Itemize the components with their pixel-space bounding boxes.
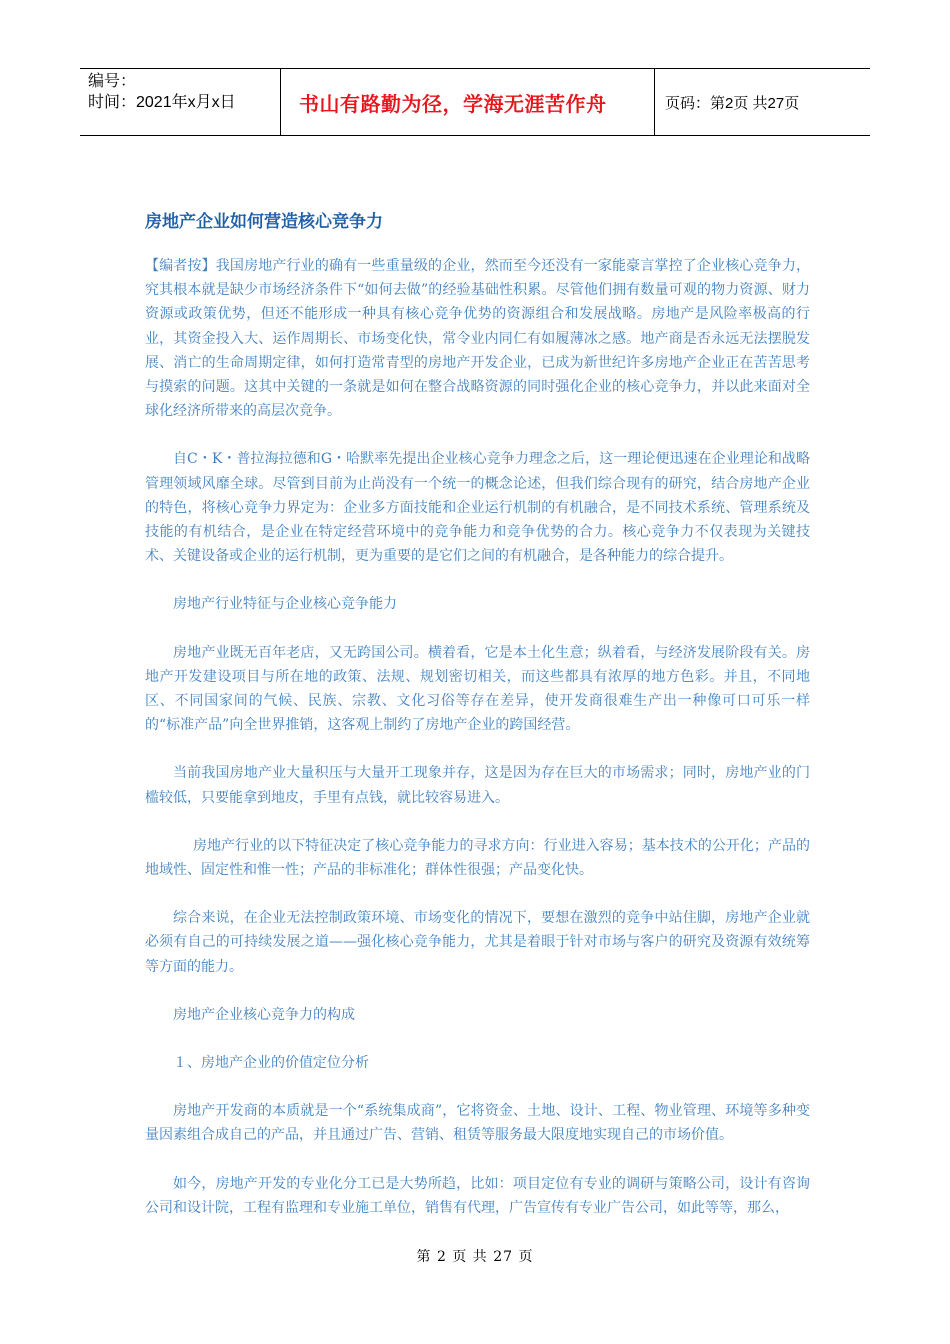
article-body [145, 254, 810, 1244]
section-heading: 房地产企业核心竞争力的构成 [173, 1006, 355, 1023]
paragraph: 综合来说，在企业无法控制政策环境、市场变化的情况下，要想在激烈的竞争中站住脚，房地产企业就必须有自己的可持续发展之道——强化核心竞争能力，尤其是着眼于针对市场与客户的研究及资源有效统筹等方面的能力。 [145, 910, 810, 975]
header-page-label: 页码：第2页 共27页 [665, 94, 800, 112]
header-motto-cell [280, 69, 655, 135]
document-header [80, 68, 870, 136]
page-footer: 第 2 页 共 27 页 [416, 1249, 534, 1265]
time-label: 时间：2021年x月x日 [88, 94, 236, 111]
paragraph: 自C・K・普拉海拉德和G・哈默率先提出企业核心竞争力理念之后，这一理论便迅速在企业理论和战略管理领域风靡全球。尽管到目前为止尚没有一个统一的概念论述，但我们综合现有的研究，结合房地产企业的特色，将核心竞争力界定为：企业多方面技能和企业运行机制的有机融合，是不同技术系统、管理系统及技能的有机结合，是企业在特定经营环境中的竞争能力和竞争优势的合力。核心竞争力不仅表现为关键技术、关键设备或企业的运行机制，更为重要的是它们之间的有机融合，是各种能力的综合提升。 [145, 451, 810, 565]
article-title: 房地产企业如何营造核心竞争力 [145, 212, 383, 232]
header-page-cell [655, 69, 870, 135]
number-label: 编号： [88, 73, 137, 90]
paragraph: 当前我国房地产业大量积压与大量开工现象并存，这是因为存在巨大的市场需求；同时，房地产业的门槛较低，只要能拿到地皮，手里有点钱，就比较容易进入。 [145, 765, 810, 806]
header-meta [80, 69, 280, 135]
paragraph: 房地产开发商的本质就是一个“系统集成商”，它将资金、土地、设计、工程、物业管理、环境等多种变量因素组合成自己的产品，并且通过广告、营销、租赁等服务最大限度地实现自己的市场价值。 [145, 1103, 810, 1144]
paragraph: 如今，房地产开发的专业化分工已是大势所趋，比如：项目定位有专业的调研与策略公司，设计有咨询公司和设计院，工程有监理和专业施工单位，销售有代理，广告宣传有专业广告公司，如此等等，那么， [145, 1175, 810, 1216]
paragraph: 房地产行业的以下特征决定了核心竞争能力的寻求方向：行业进入容易；基本技术的公开化；产品的地域性、固定性和惟一性；产品的非标准化；群体性很强；产品变化快。 [145, 837, 810, 879]
paragraph-editor-note: 【编者按】我国房地产行业的确有一些重量级的企业，然而至今还没有一家能豪言掌控了企业核心竞争力，究其根本就是缺少市场经济条件下“如何去做”的经验基础性积累。尽管他们拥有数量可观的物力资源、财力资源或政策优势，但还不能形成一种具有核心竞争优势的资源组合和发展战略。房地产是风险率极高的行业，其资金投入大、运作周期长、市场变化快，常令业内同仁有如履薄冰之感。地产商是否永远无法摆脱发展、消亡的生命周期定律，如何打造常青型的房地产开发企业，已成为新世纪许多房地产企业正在苦苦思考与摸索的问题。这其中关键的一条就是如何在整合战略资源的同时强化企业的核心竞争力，并以此来面对全球化经济所带来的高层次竞争。 [145, 258, 810, 420]
section-heading: 房地产行业特征与企业核心竞争能力 [173, 596, 397, 613]
paragraph: 房地产业既无百年老店，又无跨国公司。横着看，它是本土化生意；纵着看，与经济发展阶段有关。房地产开发建设项目与所在地的政策、法规、规划密切相关，而这些都具有浓厚的地方色彩。并且，不同地区、不同国家间的气候、民族、宗教、文化习俗等存在差异，使开发商很难生产出一种像可口可乐一样的“标准产品”向全世界推销，这客观上制约了房地产企业的跨国经营。 [145, 644, 810, 734]
header-motto: 书山有路勤为径，学海无涯苦作舟 [299, 91, 607, 116]
subsection-heading: １、房地产企业的价值定位分析 [173, 1055, 369, 1072]
